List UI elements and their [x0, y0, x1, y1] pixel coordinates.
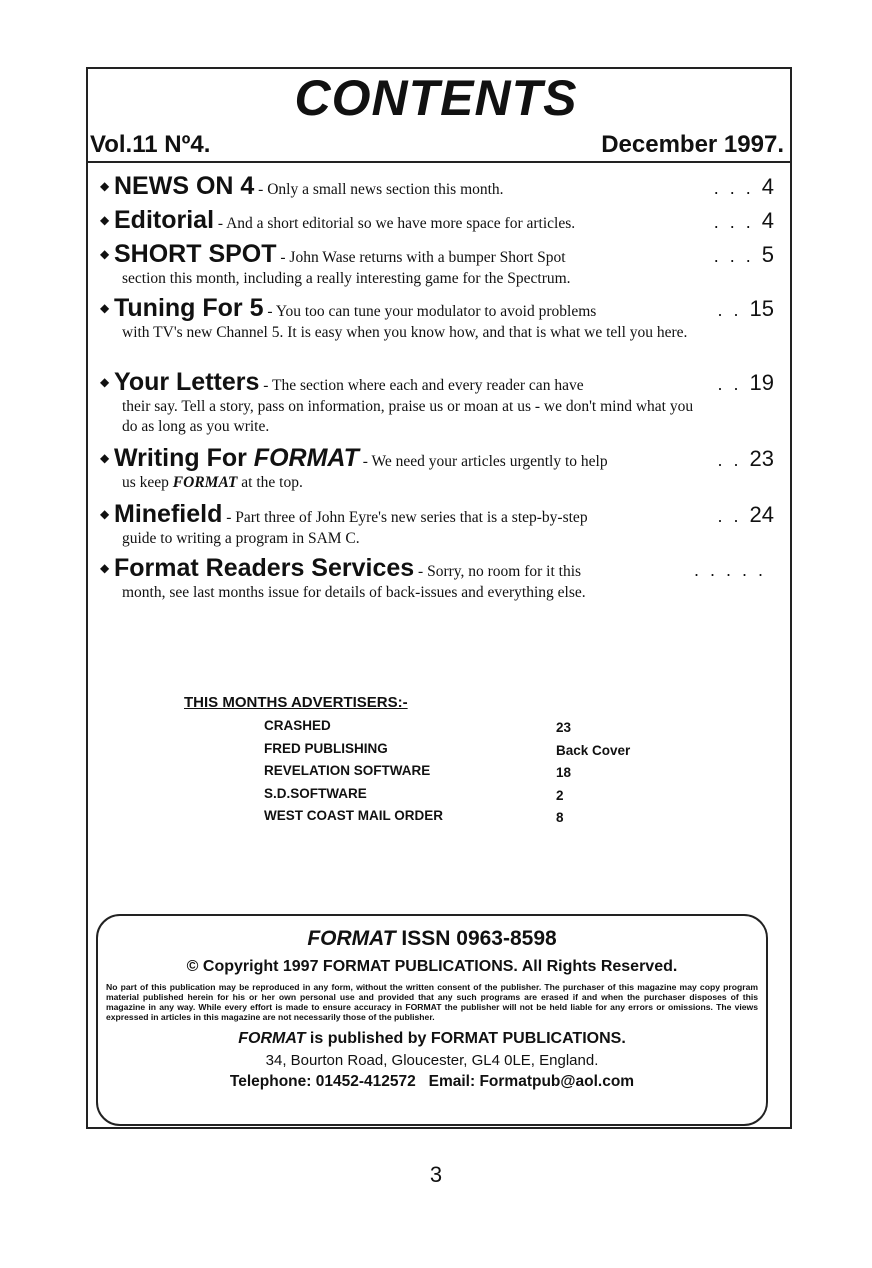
entry-description: - We need your articles urgently to help [358, 453, 608, 470]
publisher-text: is published by FORMAT PUBLICATIONS. [305, 1030, 626, 1047]
legal-notice: No part of this publication may be reproduced in any form, without the written consent of the publisher. The purchaser of this magazine may copy program material published herein for his or her own personal use and provided that any such programs are erased if and when the purchaser disposes of this magazine in any way. While every effort is made to ensure accuracy in FORMAT the publisher will not be held liable for any errors or omissions. The views expressed in articles in this magazine are not necessarily those of the publisher. [106, 982, 758, 1022]
advertiser-page: 23 [556, 720, 572, 735]
continuation-format: FORMAT [172, 474, 238, 491]
issn-line [98, 926, 766, 952]
entry-heading: Your Letters [114, 368, 260, 396]
entry-heading: SHORT SPOT [114, 240, 277, 268]
contents-entry [100, 444, 780, 500]
entry-continuation: with TV's new Channel 5. It is easy when you know how, and that is what we tell you here. [122, 324, 688, 341]
entry-page: 23 [749, 446, 774, 471]
issue-date: December 1997. [601, 131, 784, 158]
entry-description: - Sorry, no room for it this [414, 563, 582, 580]
bullet-icon: ◆ [100, 179, 110, 193]
continuation-text: us keep [122, 474, 173, 491]
page-number: 3 [429, 1162, 443, 1187]
continuation-text: at the top. [237, 474, 303, 491]
entry-page: 15 [749, 296, 774, 321]
advertiser-row [264, 739, 664, 762]
advertisers-title: THIS MONTHS ADVERTISERS:- [184, 694, 408, 711]
leader-dots: . . . . . [693, 560, 766, 580]
advertisers-list [264, 716, 664, 829]
contact-line: Telephone: 01452-412572 Email: Formatpub@aol.com [229, 1073, 635, 1090]
leader-dots: . . . [713, 246, 754, 266]
entry-description: - John Wase returns with a bumper Short Spot [276, 249, 566, 266]
leader-dots: . . . [713, 178, 754, 198]
entry-page: 24 [749, 502, 774, 527]
entry-continuation [100, 473, 780, 493]
advertiser-name: REVELATION SOFTWARE [264, 763, 431, 778]
entry-description: - The section where each and every reader can have [259, 377, 584, 394]
leader-dots: . . [717, 506, 742, 526]
issn-number: ISSN 0963-8598 [395, 927, 557, 950]
contents-list [100, 172, 780, 608]
advertiser-name: WEST COAST MAIL ORDER [264, 808, 444, 823]
copyright-line: © Copyright 1997 FORMAT PUBLICATIONS. All Rights Reserved. [186, 958, 678, 975]
advertiser-name: CRASHED [264, 718, 331, 733]
leader-dots: . . [717, 450, 742, 470]
leader-dots: . . [717, 300, 742, 320]
entry-page: 4 [761, 174, 774, 199]
issn-format: FORMAT [307, 927, 396, 950]
entry-description: - You too can tune your modulator to avoid problems [263, 303, 597, 320]
publisher-line [98, 1028, 766, 1050]
entry-heading-format: FORMAT [253, 444, 359, 472]
entry-heading: Tuning For 5 [114, 294, 264, 322]
advertiser-name: S.D.SOFTWARE [264, 785, 367, 801]
contents-entry [100, 294, 780, 368]
entry-heading: Writing For [114, 444, 254, 472]
advertiser-page: Back Cover [556, 742, 631, 758]
contents-entry [100, 368, 780, 444]
advertiser-page: 2 [556, 787, 564, 803]
contents-entry [100, 172, 780, 206]
entry-description: - And a short editorial so we have more space for articles. [214, 215, 576, 232]
entry-heading: NEWS ON 4 [114, 172, 255, 200]
entry-heading: Minefield [114, 500, 223, 528]
entry-heading: Format Readers Services [114, 554, 415, 582]
leader-dots: . . . [713, 212, 754, 232]
bullet-icon: ◆ [100, 561, 110, 575]
contents-entry [100, 206, 780, 240]
bullet-icon: ◆ [100, 375, 110, 389]
advertiser-row [264, 806, 664, 829]
bullet-icon: ◆ [100, 213, 110, 227]
contents-entry [100, 500, 780, 554]
bullet-icon: ◆ [100, 451, 110, 465]
advertiser-row [264, 716, 664, 739]
volume-label: Vol.11 Nº4. [90, 131, 211, 158]
advertiser-name: FRED PUBLISHING [264, 740, 388, 756]
entry-heading: Editorial [114, 206, 215, 234]
entry-description: - Only a small news section this month. [254, 181, 504, 198]
advertiser-row [264, 761, 664, 784]
entry-continuation: guide to writing a program in SAM C. [122, 530, 360, 547]
bullet-icon: ◆ [100, 507, 110, 521]
leader-dots: . . [717, 374, 742, 394]
contents-entry [100, 240, 780, 294]
entry-page: 19 [749, 370, 774, 395]
advertiser-page: 8 [556, 810, 564, 825]
entry-continuation: section this month, including a really interesting game for the Spectrum. [122, 270, 571, 287]
advertiser-row [264, 784, 664, 807]
publisher-format: FORMAT [238, 1030, 306, 1047]
advertiser-page: 18 [556, 765, 572, 780]
entry-page: 4 [761, 208, 774, 233]
copyright-box [96, 914, 768, 1126]
bullet-icon: ◆ [100, 247, 110, 261]
entry-description: - Part three of John Eyre's new series that is a step-by-step [222, 509, 588, 526]
bullet-icon: ◆ [100, 301, 110, 315]
entry-continuation: month, see last months issue for details of back-issues and everything else. [122, 584, 586, 601]
entry-continuation: their say. Tell a story, pass on information, praise us or moan at us - we don't mind what you do as long as you write. [122, 398, 694, 435]
publisher-address: 34, Bourton Road, Gloucester, GL4 0LE, England. [265, 1052, 599, 1069]
page-title: CONTENTS [294, 70, 578, 126]
contents-entry [100, 554, 780, 608]
entry-page: 5 [761, 242, 774, 267]
header-divider [88, 161, 790, 163]
